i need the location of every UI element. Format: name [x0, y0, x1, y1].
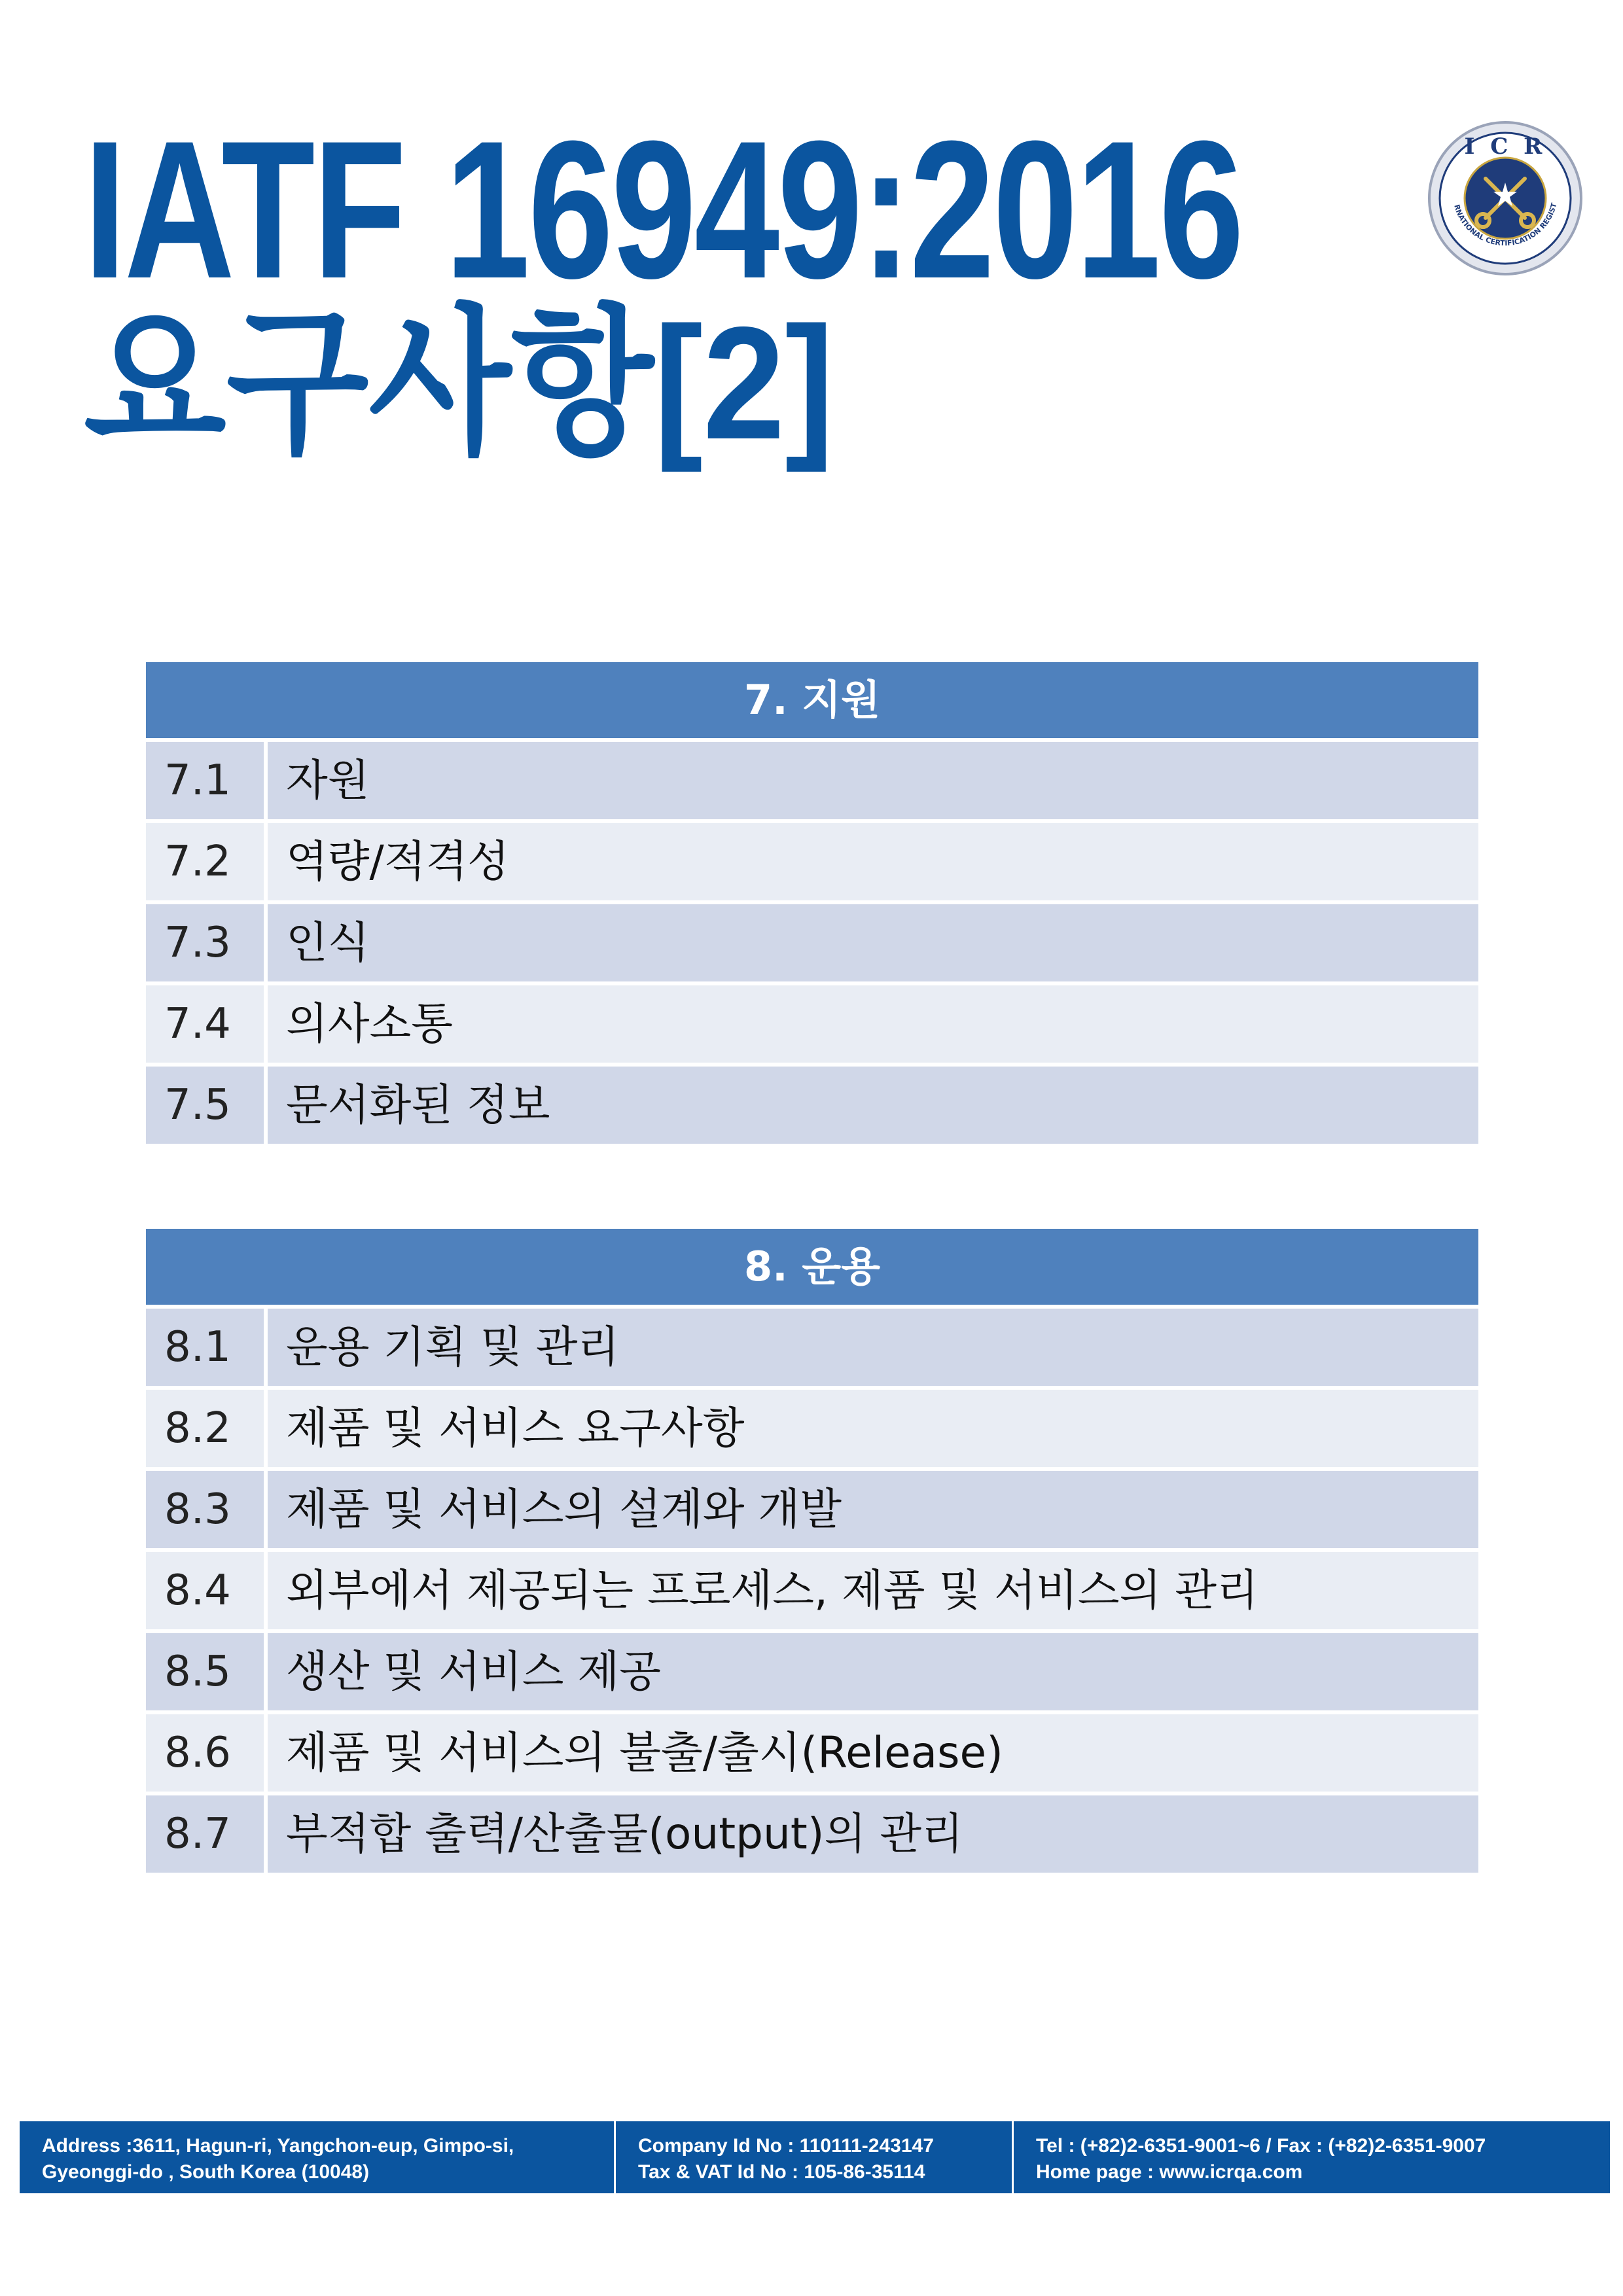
section-heading: 8. 운용 [146, 1229, 1478, 1305]
clause-number: 7.2 [146, 823, 264, 900]
table-row [146, 823, 1478, 900]
table-row [146, 985, 1478, 1063]
clause-title: 부적합 출력/산출물(output)의 관리 [268, 1795, 1478, 1873]
clause-title: 자원 [268, 742, 1478, 819]
clause-title: 제품 및 서비스 요구사항 [268, 1390, 1478, 1467]
clause-number: 8.5 [146, 1633, 264, 1710]
clause-title: 문서화된 정보 [268, 1067, 1478, 1144]
table-row [146, 1390, 1478, 1467]
table-row [146, 1309, 1478, 1386]
tax-id: Tax & VAT Id No : 105-86-35114 [638, 2161, 925, 2183]
clause-title: 의사소통 [268, 985, 1478, 1063]
table-row [146, 1552, 1478, 1629]
clause-number: 8.1 [146, 1309, 264, 1386]
tel-fax: Tel : (+82)2-6351-9001~6 / Fax : (+82)2-6351-9007 [1036, 2135, 1486, 2157]
clause-title: 외부에서 제공되는 프로세스, 제품 및 서비스의 관리 [268, 1552, 1478, 1629]
homepage-link[interactable]: Home page : www.icrqa.com [1036, 2161, 1303, 2183]
address-line2: Gyeonggi-do , South Korea (10048) [42, 2161, 370, 2183]
address-line1: Address :3611, Hagun-ri, Yangchon-eup, Gimpo-si, [42, 2135, 514, 2157]
clause-title: 인식 [268, 904, 1478, 981]
clause-title: 운용 기획 및 관리 [268, 1309, 1478, 1386]
footer-contact [1012, 2121, 1610, 2193]
clause-number: 8.2 [146, 1390, 264, 1467]
section-heading: 7. 지원 [146, 662, 1478, 738]
table-row [146, 1471, 1478, 1548]
section-7-support [146, 662, 1478, 1144]
page-title-line2: 요구사항[2] [84, 293, 834, 472]
clause-title: 생산 및 서비스 제공 [268, 1633, 1478, 1710]
clause-number: 7.4 [146, 985, 264, 1063]
clause-number: 8.7 [146, 1795, 264, 1873]
clause-number: 8.4 [146, 1552, 264, 1629]
page-title-line1: IATF 16949:2016 [84, 99, 1242, 319]
section-8-operation [146, 1229, 1478, 1873]
table-row [146, 1795, 1478, 1873]
footer-bar [20, 2121, 1610, 2193]
clause-number: 8.6 [146, 1714, 264, 1792]
clause-number: 7.3 [146, 904, 264, 981]
footer-address [20, 2121, 614, 2193]
table-row [146, 904, 1478, 981]
clause-number: 7.1 [146, 742, 264, 819]
company-id: Company Id No : 110111-243147 [638, 2135, 934, 2157]
clause-number: 7.5 [146, 1067, 264, 1144]
clause-title: 제품 및 서비스의 설계와 개발 [268, 1471, 1478, 1548]
table-row [146, 1714, 1478, 1792]
clause-title: 제품 및 서비스의 불출/출시(Release) [268, 1714, 1478, 1792]
icr-logo [1427, 120, 1584, 277]
clause-title: 역량/적격성 [268, 823, 1478, 900]
table-row [146, 1067, 1478, 1144]
table-row [146, 1633, 1478, 1710]
clause-number: 8.3 [146, 1471, 264, 1548]
logo-ring-text: RNATIONAL CERTIFICATION REGIST [1452, 202, 1559, 248]
logo-letters: I C R [1464, 133, 1546, 160]
table-row [146, 742, 1478, 819]
footer-ids [614, 2121, 1012, 2193]
